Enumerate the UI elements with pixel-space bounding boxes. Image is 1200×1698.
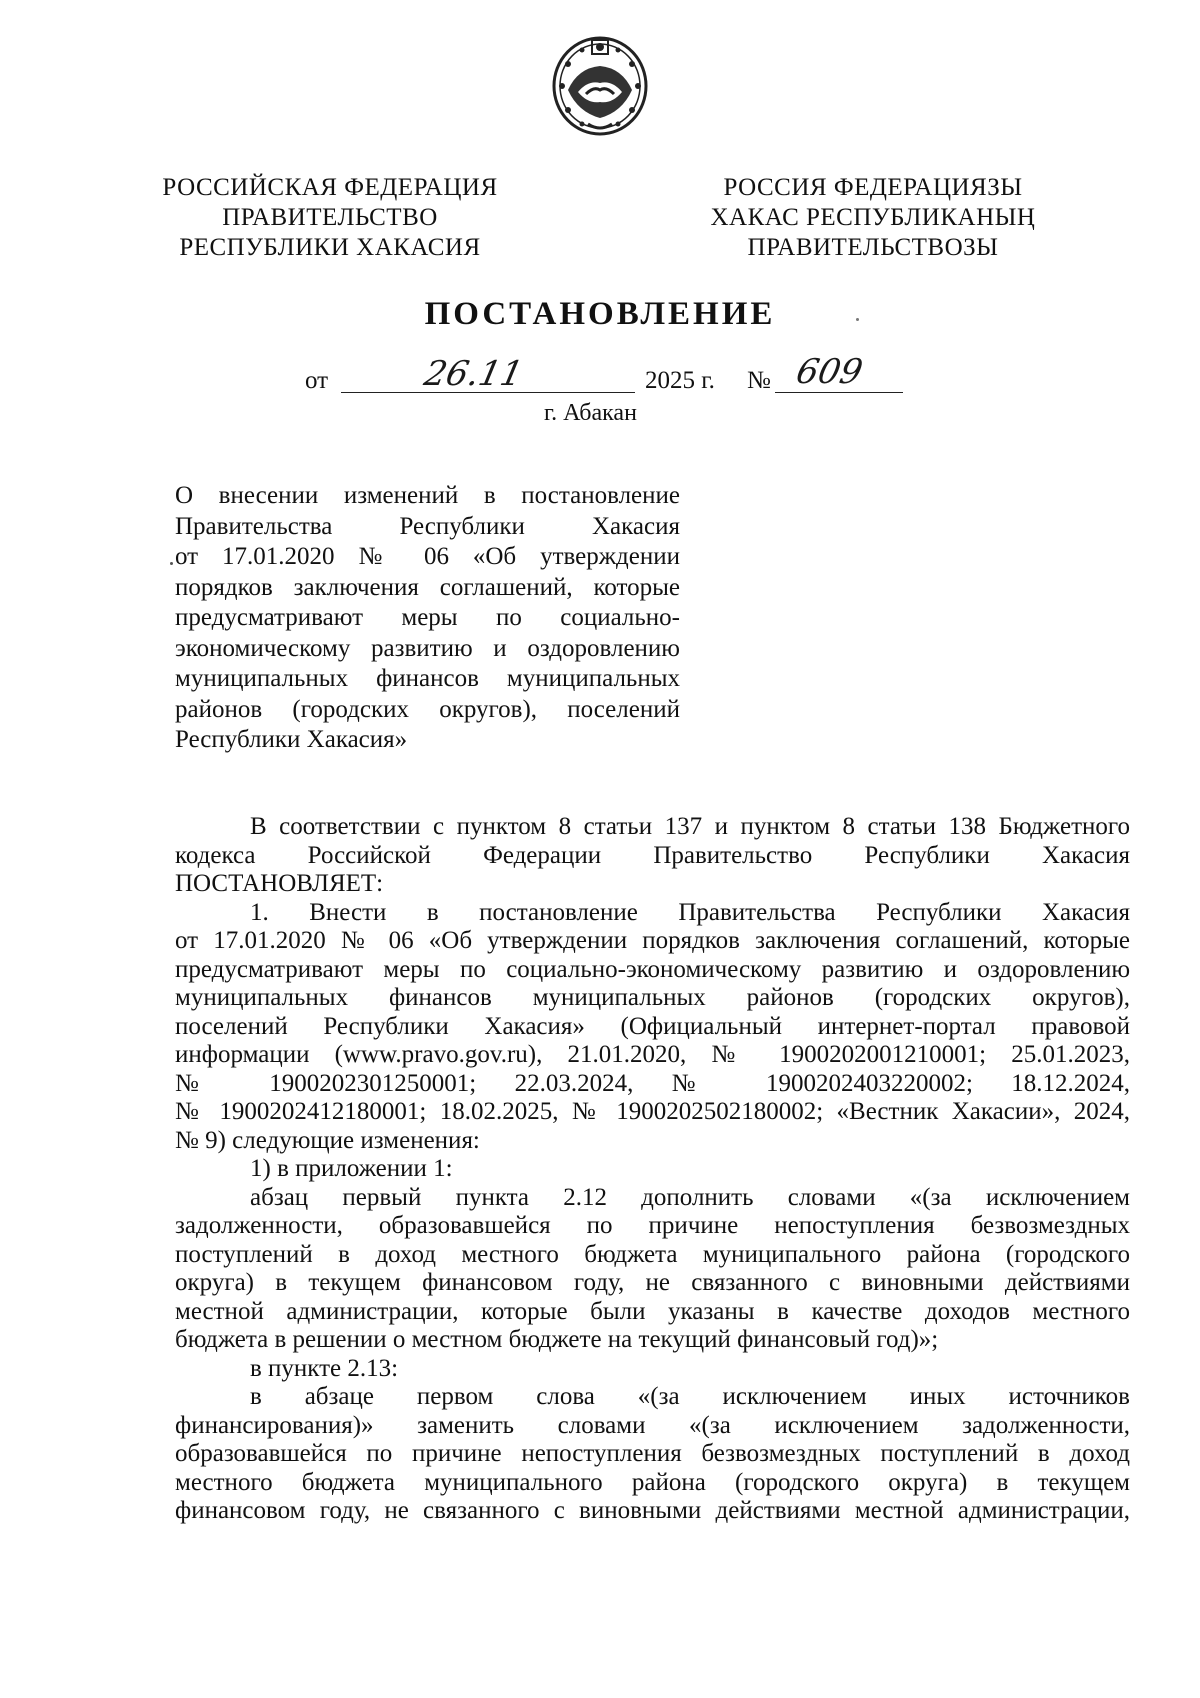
header-left-block [150, 173, 510, 263]
body-line: от 17.01.2020 № 06 «Об утверждении порядков заключения соглашений, которые [175, 927, 1130, 954]
body-line: предусматривают меры по социально-экономическому развитию и оздоровлению [175, 955, 1130, 983]
body-line: ПОСТАНОВЛЯЕТ: [175, 870, 384, 897]
body-line: образовавшейся по причине непоступления безвозмездных поступлений в доход [175, 1440, 1130, 1467]
header-left-line-1: РОССИЙСКАЯ ФЕДЕРАЦИЯ [162, 174, 498, 201]
document-subject [175, 481, 680, 756]
body-line: местного бюджета муниципального района (городского округа) в текущем [175, 1468, 1130, 1496]
subject-line: районов (городских округов), поселений [175, 695, 680, 723]
subject-line: Республики Хакасия» [175, 726, 408, 753]
date-number-line [305, 352, 905, 398]
header-left-line-2: ПРАВИТЕЛЬСТВО [222, 204, 438, 231]
body-line: абзац первый пункта 2.12 дополнить словами «(за исключением [250, 1183, 1130, 1211]
body-line: 1) в приложении 1: [250, 1155, 453, 1182]
body-line: 1. Внести в постановление Правительства Республики Хакасия [250, 898, 1130, 926]
subject-line: Правительства Республики Хакасия [175, 512, 680, 540]
subject-line: О внесении изменений в постановление [175, 482, 680, 509]
body-line: финансирования)» заменить словами «(за исключением задолженности, [175, 1411, 1130, 1439]
scan-speck [170, 562, 173, 565]
subject-line: экономическому развитию и оздоровлению [175, 634, 680, 662]
body-line: поступлений в доход местного бюджета муниципального района (городского [175, 1240, 1130, 1268]
header-right-block [688, 173, 1058, 263]
header-right-line-3: ПРАВИТЕЛЬСТВОЗЫ [747, 234, 999, 261]
number-sign: № [747, 367, 771, 394]
body-line: кодекса Российской Федерации Правительство Республики Хакасия [175, 841, 1130, 869]
handwritten-number: 609 [792, 352, 867, 392]
subject-line: от 17.01.2020 № 06 «Об утверждении [175, 543, 680, 570]
body-line: информации (www.pravo.gov.ru), 21.01.2020, № 1900202001210001; 25.01.2023, [175, 1041, 1130, 1068]
year-label: 2025 г. [645, 367, 715, 394]
header-right-line-1: РОССИЯ ФЕДЕРАЦИЯЗЫ [723, 174, 1023, 201]
handwritten-date: 26.11 [420, 354, 527, 394]
header-left-line-3: РЕСПУБЛИКИ ХАКАСИЯ [179, 234, 481, 261]
date-from-label: от [305, 367, 329, 394]
body-line: округа) в текущем финансовом году, не связанного с виновными действиями [175, 1269, 1130, 1296]
city-label: г. Абакан [544, 400, 637, 426]
body-line: поселений Республики Хакасия» (Официальный интернет-портал правовой [175, 1012, 1130, 1040]
subject-line: порядков заключения соглашений, которые [175, 573, 680, 601]
body-line: в абзаце первом слова «(за исключением иных источников [250, 1383, 1130, 1410]
header-right-line-2: ХАКАС РЕСПУБЛИКАНЫҢ [710, 204, 1036, 231]
subject-line: предусматривают меры по социально- [175, 604, 680, 631]
body-line: местной администрации, которые были указаны в качестве доходов местного [175, 1297, 1130, 1325]
body-line: № 1900202412180001; 18.02.2025, № 1900202502180002; «Вестник Хакасии», 2024, [175, 1098, 1130, 1125]
document-body [175, 813, 1130, 1526]
subject-line: муниципальных финансов муниципальных [175, 665, 680, 692]
body-line: в пункте 2.13: [250, 1354, 399, 1382]
body-line: № 9) следующие изменения: [175, 1126, 480, 1154]
body-line: муниципальных финансов муниципальных районов (городских округов), [175, 984, 1130, 1011]
body-line: финансовом году, не связанного с виновными действиями местной администрации, [175, 1497, 1130, 1524]
document-type-title: ПОСТАНОВЛЕНИЕ [424, 296, 776, 332]
scan-speck [856, 318, 859, 321]
body-line: бюджета в решении о местном бюджете на текущий финансовый год)»; [175, 1326, 939, 1353]
number-underline [775, 392, 903, 393]
body-line: задолженности, образовавшейся по причине непоступления безвозмездных [175, 1212, 1130, 1239]
body-line: № 1900202301250001; 22.03.2024, № 1900202403220002; 18.12.2024, [175, 1069, 1130, 1097]
body-line: В соответствии с пунктом 8 статьи 137 и пунктом 8 статьи 138 Бюджетного [250, 813, 1130, 840]
coat-of-arms-emblem [548, 28, 652, 138]
